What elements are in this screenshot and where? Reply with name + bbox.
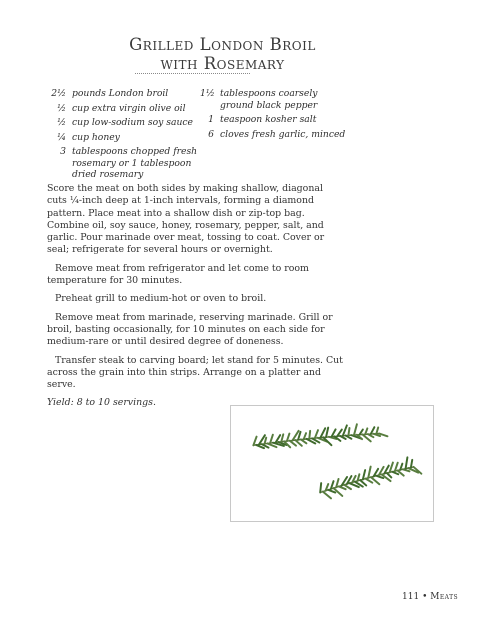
- rosemary-sprigs-photo: [230, 405, 434, 522]
- ingredient-text: teaspoon kosher salt: [220, 114, 317, 125]
- ingredient-text: cup honey: [72, 131, 120, 143]
- page-number: 111: [402, 592, 420, 602]
- rosemary-illustration: [231, 406, 433, 521]
- recipe-yield: Yield: 8 to 10 servings.: [47, 397, 156, 409]
- ingredient-text: cup low-sodium soy sauce: [72, 117, 193, 128]
- footer-bullet: •: [422, 592, 428, 602]
- ingredient-item: [50, 132, 200, 144]
- page-footer: [402, 592, 458, 602]
- ingredients-right-column: [200, 88, 350, 143]
- ingredient-item: [50, 146, 200, 181]
- ingredient-text: tablespoons coarsely ground black pepper: [220, 88, 318, 111]
- recipe-title: [90, 35, 355, 73]
- instruction-paragraph: Preheat grill to medium-hot or oven to broil.: [55, 293, 267, 305]
- instruction-paragraph: Remove meat from refrigerator and let come to room temperature for 30 minutes.: [47, 262, 309, 287]
- section-name: Meats: [430, 592, 458, 602]
- recipe-title-line2: with Rosemary: [160, 54, 285, 73]
- ingredient-qty: 1½: [200, 88, 215, 99]
- rosemary-sprig-lower: [320, 457, 421, 498]
- ingredient-item: [200, 88, 350, 111]
- ingredient-text: pounds London broil: [72, 88, 169, 99]
- ingredient-text: cloves fresh garlic, minced: [220, 128, 346, 140]
- ingredient-qty: ¼: [57, 131, 66, 143]
- ingredient-qty: 2½: [51, 88, 66, 99]
- ingredients-left-column: [50, 88, 200, 184]
- title-dotted-rule: [135, 73, 250, 74]
- instruction-paragraph: Transfer steak to carving board; let stand for 5 minutes. Cut across the grain into thin strips. Arrange on a platter and serve.: [47, 354, 343, 391]
- ingredient-qty: 6: [208, 128, 214, 140]
- ingredient-item: [50, 103, 200, 115]
- instruction-paragraph: Score the meat on both sides by making shallow, diagonal cuts ¼-inch deep at 1-inch intervals, forming a diamond pattern. Place meat into a shallow dish or zip-top bag. Combine oil, soy sauce, honey, rosemary, pepper, salt, and garlic. Pour marinade over meat, tossing to coat. Cover or seal; refrigerate for several hours or overnight.: [47, 183, 325, 256]
- ingredient-item: [200, 114, 350, 126]
- ingredient-qty: 1: [208, 114, 214, 125]
- ingredient-qty: 3: [60, 146, 66, 157]
- ingredient-qty: ½: [57, 102, 66, 114]
- recipe-instructions: [47, 183, 345, 416]
- ingredient-item: [200, 129, 350, 141]
- rosemary-sprig-upper: [253, 424, 387, 448]
- ingredient-text: tablespoons chopped fresh rosemary or 1 tablespoon dried rosemary: [72, 146, 198, 180]
- instruction-paragraph: Remove meat from marinade, reserving marinade. Grill or broil, basting occasionally, for 10 minutes on each side for medium-rare or until desired degree of doneness.: [47, 311, 333, 348]
- ingredient-text: cup extra virgin olive oil: [72, 102, 186, 114]
- ingredient-qty: ½: [57, 117, 66, 128]
- ingredient-item: [50, 117, 200, 129]
- ingredient-item: [50, 88, 200, 100]
- recipe-title-line1: Grilled London Broil: [129, 35, 316, 54]
